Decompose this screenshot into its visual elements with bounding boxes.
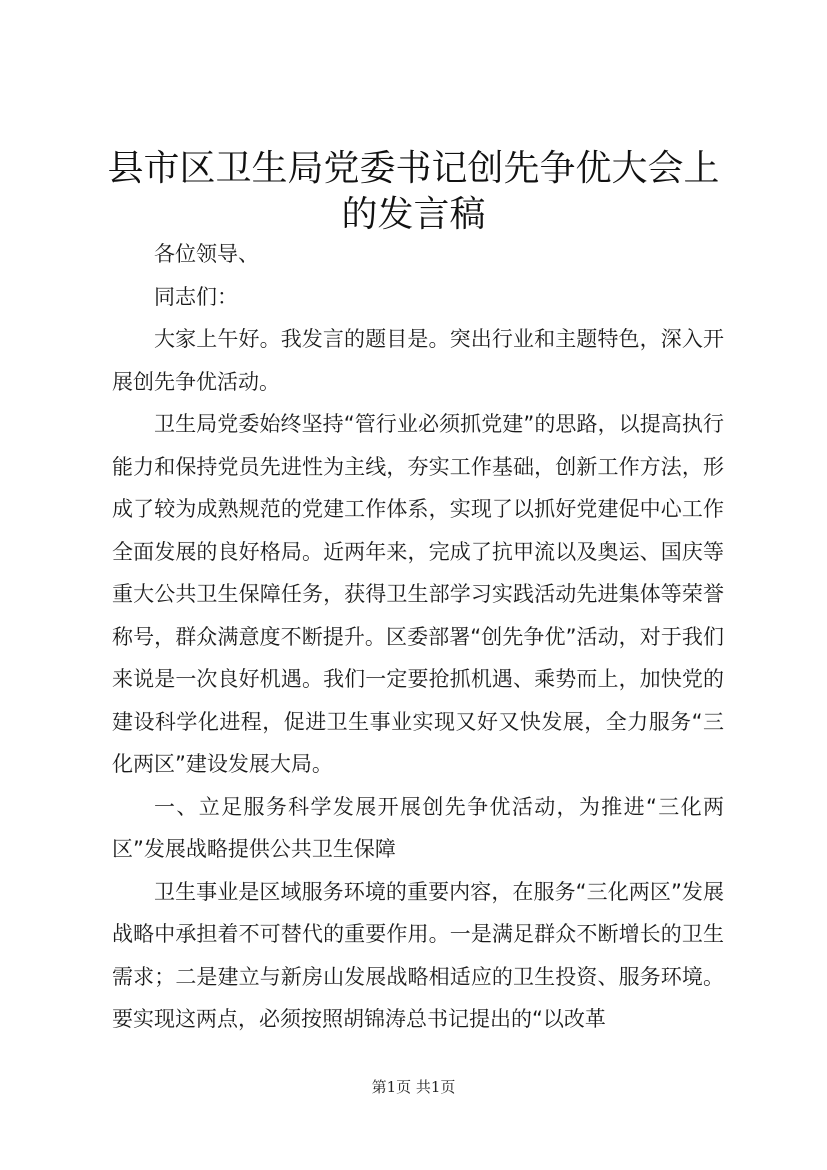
section-heading: 一、立足服务科学发展开展创先争优活动，为推进“三化两区”发展战略提供公共卫生保障 [112,794,724,861]
page-number: 第1页 共1页 [371,1078,456,1096]
body-paragraph: 卫生事业是区域服务环境的重要内容，在服务“三化两区”发展战略中承担着不可替代的重要作用。一是满足群众不断增长的卫生需求；二是建立与新房山发展战略相适应的卫生投资、服务环境。要实现这两点，必须按照胡锦涛总书记提出的“以改革 [112,879,724,1031]
opening-paragraph: 大家上午好。我发言的题目是。突出行业和主题特色，深入开展创先争优活动。 [112,327,724,394]
salutation-leaders: 各位领导、 [154,242,259,266]
document-body [112,233,724,1041]
salutation-comrades: 同志们： [154,284,238,309]
page-footer [0,1077,827,1097]
body-paragraph: 卫生局党委始终坚持“管行业必须抓党建”的思路，以提高执行能力和保持党员先进性为主线，夯实工作基础，创新工作方法，形成了较为成熟规范的党建工作体系，实现了以抓好党建促中心工作全面发展的良好格局。近两年来，完成了抗甲流以及奥运、国庆等重大公共卫生保障任务，获得卫生部学习实践活动先进集体等荣誉称号，群众满意度不断提升。区委部署“创先争优”活动，对于我们来说是一次良好机遇。我们一定要抢抓机遇、乘势而上，加快党的建设科学化进程，促进卫生事业实现又好又快发展，全力服务“三化两区”建设发展大局。 [112,412,724,776]
document-title: 县市区卫生局党委书记创先争优大会上的发言稿 [107,148,720,235]
